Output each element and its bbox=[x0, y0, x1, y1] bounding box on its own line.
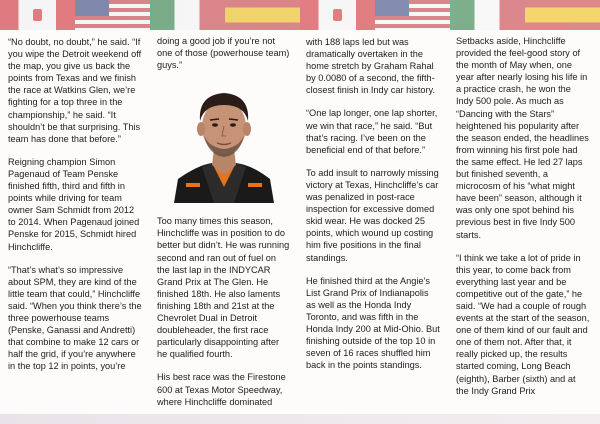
paragraph: “I think we take a lot of pride in this year, to come back from everything last year and be competitive out of the gate,” he said. “We had a couple of rough events at the start of the season, one of them kind of our fault and one of them not. After that, it really picked up, the results started coming, Long Beach (eighth), Barber (sixth) and at the Indy Grand Prix bbox=[456, 252, 590, 396]
spain-flag-icon bbox=[225, 0, 300, 30]
country-flags-banner bbox=[0, 0, 600, 30]
paragraph: Setbacks aside, Hinchcliffe provided the feel-good story of the month of May when, one year after nearly losing his life in a practice crash, he won the Indy 500 pole. As much as “Dancing with the Stars” heightened his popularity after the season ended, the headlines from winning his first pole had the same effect. He led 27 laps but finished seventh, a microcosm of his “what might have been” season, although it was only one spot behind his previous best in five Indy 500 starts. bbox=[456, 36, 589, 240]
paragraph: doing a good job if you’re not one of those (powerhouse team) guys.” bbox=[157, 36, 290, 71]
paragraph: To add insult to narrowly missing victory at Texas, Hinchcliffe’s car was penalized in post-race inspection for excessive domed skid wear. He was docked 25 points, which wound up costing him five positions in the final standings. bbox=[306, 167, 439, 263]
paragraph: with 188 laps led but was dramatically overtaken in the home stretch by Graham Rahal by 0.0080 of a second, the fifth-closest finish in Indy car history. bbox=[306, 37, 436, 96]
paragraph: Too many times this season, Hinchcliffe was in position to do better but didn’t. He was running second and ran out of fuel on the last lap in the INDYCAR Grand Prix at The Glen. He finished 18th. He also laments finishing 18th and 21st at the Chevrolet Dual in Detroit doubleheader, the first race particularly disappointing after he qualified fourth. bbox=[157, 216, 290, 360]
article-column-1 bbox=[8, 36, 142, 383]
mexico-flag-icon bbox=[450, 0, 525, 30]
driver-headshot bbox=[168, 83, 280, 203]
article-column-2 bbox=[157, 35, 291, 419]
paragraph: “No doubt, no doubt,” he said. “If you wipe the Detroit weekend off the map, you give us back the points from Texas and we finish the race at Watkins Glen, we’re fighting for a top three in the championship,” he said. “It shouldn’t be that surprising. This team has done that before.” bbox=[8, 37, 142, 144]
bottom-banner bbox=[0, 414, 600, 424]
paragraph: He finished third at the Angie’s List Grand Prix of Indianapolis as well as the Honda Indy Toronto, and was fifth in the Honda Indy 200 at Mid-Ohio. But finishing outside of the top 10 in seven of 16 races shuffled him back in the points standings. bbox=[306, 275, 440, 371]
article-column-4 bbox=[456, 35, 590, 408]
article-column-3 bbox=[306, 36, 440, 382]
usa-flag-icon bbox=[375, 0, 450, 30]
canada-flag-icon bbox=[300, 0, 375, 30]
paragraph: Reigning champion Simon Pagenaud of Team Penske finished fifth, third and fifth in points while driving for team owner Sam Schmidt from 2012 to 2014. When Pagenaud joined Penske for 2015, Schmidt hired Hinchcliffe. bbox=[8, 156, 140, 252]
paragraph: His best race was the Firestone 600 at Texas Motor Speedway, where Hinchcliffe dominated bbox=[157, 372, 286, 407]
usa-flag-icon bbox=[75, 0, 150, 30]
mexico-flag-icon bbox=[150, 0, 225, 30]
canada-flag-icon bbox=[0, 0, 75, 30]
spain-flag-icon bbox=[525, 0, 600, 30]
paragraph: “One lap longer, one lap shorter, we win that race,” he said. “But that’s racing. I’ve been on the beneficial end of that before.” bbox=[306, 108, 438, 155]
paragraph: “That’s what’s so impressive about SPM, they are kind of the little team that could,” Hinchcliffe said. “When you think there’s the three powerhouse teams (Penske, Ganassi and Andretti) that combine to make 12 cars or half the grid, if you’re anywhere in the top 12 in points, you’re bbox=[8, 264, 142, 372]
